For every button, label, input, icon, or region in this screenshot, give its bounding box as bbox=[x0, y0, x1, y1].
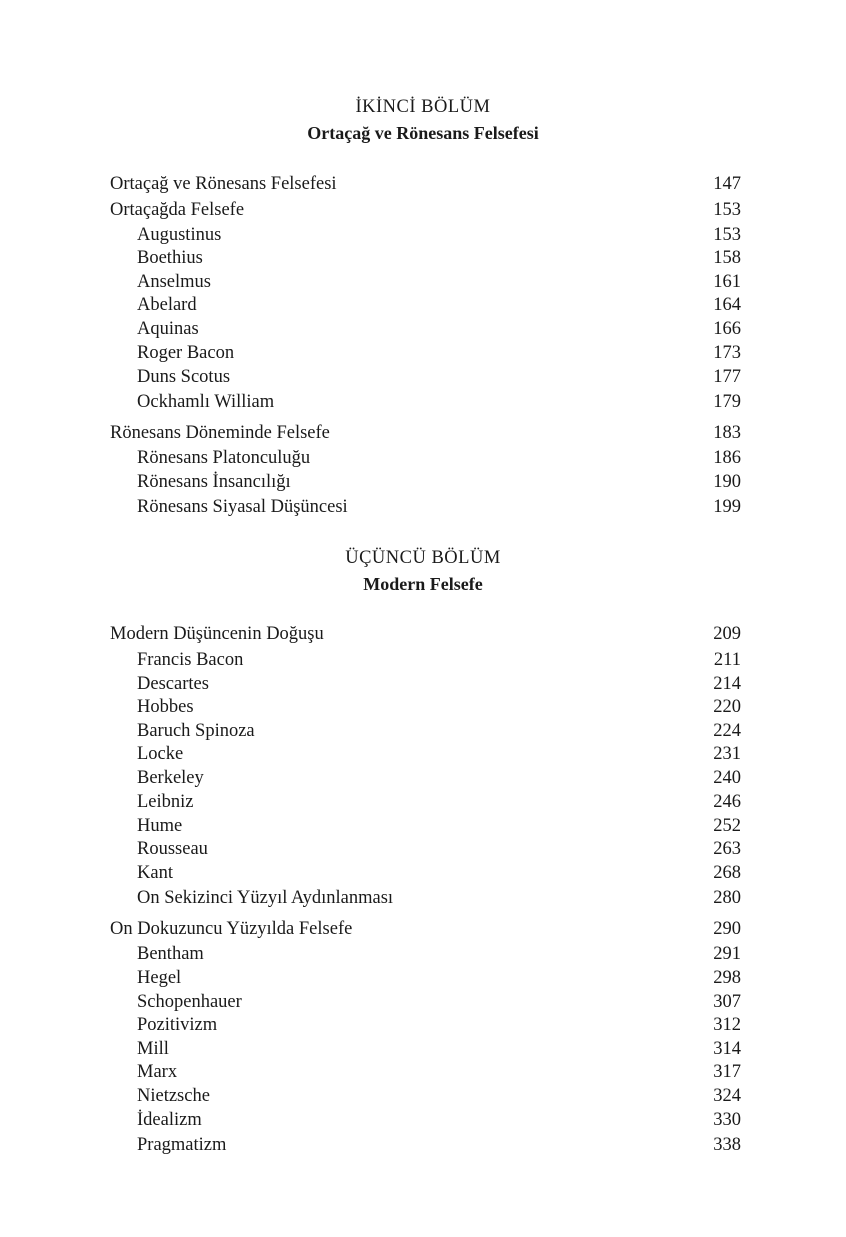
toc-entry-page: 338 bbox=[713, 1135, 741, 1155]
toc-entry-title: Modern Düşüncenin Doğuşu bbox=[110, 624, 324, 644]
toc-entry-title: Mill bbox=[137, 1039, 169, 1059]
toc-entry-page: 183 bbox=[713, 423, 741, 443]
toc-entry-title: Pozitivizm bbox=[137, 1015, 218, 1035]
toc-entry bbox=[0, 838, 846, 860]
toc-entry bbox=[0, 743, 846, 765]
toc-entry-page: 147 bbox=[713, 174, 741, 194]
toc-entry-page: 199 bbox=[713, 497, 741, 517]
toc-entry-title: Pragmatizm bbox=[137, 1135, 227, 1155]
toc-entry-page: 291 bbox=[713, 944, 741, 964]
toc-entry bbox=[0, 1061, 846, 1083]
toc-entry bbox=[0, 991, 846, 1013]
toc-entry bbox=[0, 1085, 846, 1107]
toc-entry bbox=[0, 791, 846, 813]
toc-entry bbox=[0, 1014, 846, 1036]
toc-entry-page: 268 bbox=[713, 863, 741, 883]
toc-entry-title: Ockhamlı William bbox=[137, 392, 275, 412]
toc-entry-page: 214 bbox=[713, 674, 741, 694]
toc-entry-title: Schopenhauer bbox=[137, 992, 242, 1012]
section-title: Modern Felsefe bbox=[363, 574, 483, 594]
toc-entry-page: 211 bbox=[713, 650, 741, 670]
toc-entry bbox=[0, 224, 846, 246]
toc-entry-page: 314 bbox=[713, 1039, 741, 1059]
toc-entry-title: Roger Bacon bbox=[137, 343, 235, 363]
toc-entry-title: Locke bbox=[137, 744, 184, 764]
toc-entry-page: 307 bbox=[713, 992, 741, 1012]
toc-entry-title: Rönesans Siyasal Düşüncesi bbox=[137, 497, 348, 517]
toc-entry-title: Kant bbox=[137, 863, 173, 883]
toc-entry-page: 153 bbox=[713, 225, 741, 245]
toc-entry-title: Augustinus bbox=[137, 225, 222, 245]
toc-entry-page: 317 bbox=[713, 1062, 741, 1082]
toc-entry-title: Bentham bbox=[137, 944, 204, 964]
toc-entry-page: 240 bbox=[713, 768, 741, 788]
toc-entry-title: On Sekizinci Yüzyıl Aydınlanması bbox=[137, 888, 394, 908]
toc-entry-title: Aquinas bbox=[137, 319, 199, 339]
toc-entry-page: 252 bbox=[713, 816, 741, 836]
toc-entry-title: Ortaçağ ve Rönesans Felsefesi bbox=[110, 174, 337, 194]
toc-entry bbox=[0, 366, 846, 388]
toc-entry bbox=[0, 918, 846, 940]
toc-entry bbox=[0, 1134, 846, 1156]
toc-entry-title: Marx bbox=[137, 1062, 178, 1082]
section-label: İKİNCİ BÖLÜM bbox=[355, 97, 491, 117]
toc-entry-title: Leibniz bbox=[137, 792, 194, 812]
toc-entry bbox=[0, 271, 846, 293]
toc-entry-page: 190 bbox=[713, 472, 741, 492]
toc-entry bbox=[0, 1109, 846, 1131]
toc-entry bbox=[0, 1038, 846, 1060]
toc-entry-title: Duns Scotus bbox=[137, 367, 231, 387]
toc-entry bbox=[0, 173, 846, 195]
toc-entry bbox=[0, 318, 846, 340]
toc-entry bbox=[0, 887, 846, 909]
toc-entry bbox=[0, 294, 846, 316]
toc-entry-page: 231 bbox=[713, 744, 741, 764]
toc-entry-title: Hobbes bbox=[137, 697, 194, 717]
toc-entry bbox=[0, 447, 846, 469]
toc-entry-page: 209 bbox=[713, 624, 741, 644]
toc-entry bbox=[0, 199, 846, 221]
toc-entry-page: 263 bbox=[713, 839, 741, 859]
toc-entry-page: 173 bbox=[713, 343, 741, 363]
toc-entry bbox=[0, 342, 846, 364]
toc-entry-page: 330 bbox=[713, 1110, 741, 1130]
toc-entry-title: Francis Bacon bbox=[137, 650, 244, 670]
toc-entry bbox=[0, 862, 846, 884]
toc-entry-title: Hume bbox=[137, 816, 183, 836]
toc-entry bbox=[0, 767, 846, 789]
toc-entry-title: Descartes bbox=[137, 674, 209, 694]
toc-entry-title: Ortaçağda Felsefe bbox=[110, 200, 245, 220]
toc-entry bbox=[0, 247, 846, 269]
toc-entry-page: 220 bbox=[713, 697, 741, 717]
toc-entry bbox=[0, 967, 846, 989]
section-title: Ortaçağ ve Rönesans Felsefesi bbox=[307, 123, 539, 143]
toc-entry-page: 312 bbox=[713, 1015, 741, 1035]
toc-entry bbox=[0, 673, 846, 695]
toc-entry bbox=[0, 496, 846, 518]
toc-entry-title: Nietzsche bbox=[137, 1086, 210, 1106]
toc-entry bbox=[0, 720, 846, 742]
toc-entry-title: Rönesans İnsancılığı bbox=[137, 472, 291, 492]
toc-entry-title: İdealizm bbox=[137, 1110, 202, 1130]
toc-entry bbox=[0, 623, 846, 645]
section-label: ÜÇÜNCÜ BÖLÜM bbox=[345, 548, 501, 568]
toc-entry-page: 153 bbox=[713, 200, 741, 220]
toc-entry bbox=[0, 649, 846, 671]
toc-entry-title: Hegel bbox=[137, 968, 182, 988]
toc-entry bbox=[0, 943, 846, 965]
toc-entry-title: Baruch Spinoza bbox=[137, 721, 255, 741]
toc-entry-page: 164 bbox=[713, 295, 741, 315]
toc-entry bbox=[0, 391, 846, 413]
toc-entry bbox=[0, 471, 846, 493]
toc-entry-page: 158 bbox=[713, 248, 741, 268]
toc-entry-page: 280 bbox=[713, 888, 741, 908]
toc-entry-title: Berkeley bbox=[137, 768, 204, 788]
toc-entry-title: Rönesans Döneminde Felsefe bbox=[110, 423, 330, 443]
toc-entry-title: Abelard bbox=[137, 295, 197, 315]
toc-entry-page: 246 bbox=[713, 792, 741, 812]
toc-entry bbox=[0, 815, 846, 837]
toc-entry-page: 290 bbox=[713, 919, 741, 939]
toc-entry-page: 161 bbox=[713, 272, 741, 292]
toc-entry-title: Rönesans Platonculuğu bbox=[137, 448, 311, 468]
toc-entry-page: 224 bbox=[713, 721, 741, 741]
toc-entry bbox=[0, 696, 846, 718]
toc-entry-page: 179 bbox=[713, 392, 741, 412]
toc-entry-title: On Dokuzuncu Yüzyılda Felsefe bbox=[110, 919, 353, 939]
toc-entry bbox=[0, 422, 846, 444]
toc-entry-page: 166 bbox=[713, 319, 741, 339]
toc-entry-title: Rousseau bbox=[137, 839, 208, 859]
toc-entry-title: Boethius bbox=[137, 248, 203, 268]
toc-entry-page: 186 bbox=[713, 448, 741, 468]
toc-entry-title: Anselmus bbox=[137, 272, 211, 292]
toc-entry-page: 298 bbox=[713, 968, 741, 988]
toc-entry-page: 324 bbox=[713, 1086, 741, 1106]
toc-entry-page: 177 bbox=[713, 367, 741, 387]
